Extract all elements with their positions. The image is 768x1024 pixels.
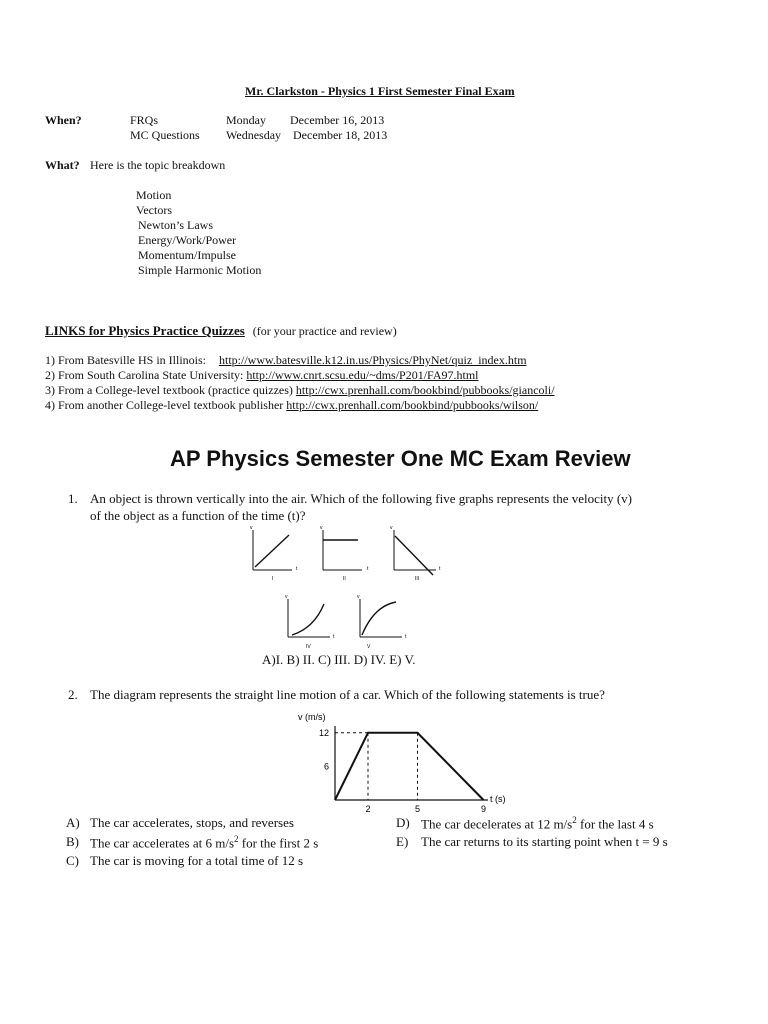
graph-iv-axis-v: v — [285, 594, 288, 600]
q2-xtick-label: 2 — [365, 804, 371, 814]
q2-number: 2. — [68, 687, 78, 702]
q2-option-d — [421, 815, 654, 832]
q2-option-c: The car is moving for a total time of 12 s — [90, 853, 304, 868]
link-prefix: 3) From a College-level textbook (practice quizzes) — [45, 383, 293, 397]
q2-xtick-label: 5 — [414, 804, 421, 814]
q2-velocity-line — [335, 733, 484, 800]
links-heading — [45, 322, 397, 340]
link-prefix: 4) From another College-level textbook publisher — [45, 398, 284, 412]
q2-option-c-letter: C) — [66, 853, 79, 868]
link-wilson[interactable]: http://cwx.prenhall.com/bookbind/pubbooks/wilson/ — [286, 398, 539, 412]
topic-motion: Motion — [136, 188, 172, 202]
review-title: AP Physics Semester One MC Exam Review — [170, 446, 631, 471]
when-type-2: MC Questions — [130, 128, 200, 142]
q2-ticks — [319, 728, 486, 814]
topic-momentum: Momentum/Impulse — [138, 248, 236, 262]
link-item-3 — [45, 383, 555, 398]
graph-iv-axis-t: t — [333, 634, 335, 640]
graph-i-label: I — [272, 576, 274, 582]
graph-ii — [320, 525, 369, 582]
q2-option-b-text: The car accelerates at 6 m/s — [90, 835, 234, 851]
link-prefix: 2) From South Carolina State University: — [45, 368, 244, 382]
graph-iv — [285, 594, 335, 650]
q2-option-a: The car accelerates, stops, and reverses — [90, 815, 294, 830]
link-giancoli[interactable]: http://cwx.prenhall.com/bookbind/pubbooks/giancoli/ — [295, 383, 555, 397]
q1-graphs — [240, 522, 460, 654]
q2-option-e: The car returns to its starting point when t = 9 s — [421, 834, 668, 849]
q2-ylabel: v (m/s) — [298, 712, 326, 722]
q2-chart — [290, 708, 530, 818]
graph-v-label: V — [367, 644, 371, 650]
graph-iv-label: IV — [306, 644, 311, 650]
q2-option-d-text: The car decelerates at 12 m/s — [421, 816, 573, 832]
q2-option-d-tail: for the last 4 s — [576, 816, 654, 832]
q2-ytick-label: 6 — [323, 761, 329, 772]
q2-option-b-tail: for the first 2 s — [238, 835, 319, 851]
when-day-2: Wednesday — [226, 128, 282, 142]
q2-option-a-letter: A) — [66, 815, 80, 830]
q2-guides — [335, 733, 418, 800]
graph-v — [357, 594, 407, 650]
graph-v-axis-t: t — [405, 634, 407, 640]
q2-option-e-letter: E) — [396, 834, 409, 849]
q2-axes — [335, 726, 488, 800]
what-label: What? — [45, 158, 80, 172]
when-day-1: Monday — [226, 113, 266, 127]
graph-iii-axis-t: t — [439, 566, 441, 572]
when-label: When? — [45, 113, 82, 127]
q2-option-b — [90, 834, 318, 851]
q2-option-b-sup: 2 — [234, 834, 239, 844]
q2-text: The diagram represents the straight line motion of a car. Which of the following statements is true? — [90, 687, 605, 702]
graph-i-axis-t: t — [296, 566, 298, 572]
links-subtitle: (for your practice and review) — [252, 324, 397, 338]
link-prefix: 1) From Batesville HS in Illinois: — [45, 353, 206, 367]
link-item-4 — [45, 398, 538, 413]
q1-answers: A)I. B) II. C) III. D) IV. E) V. — [262, 652, 416, 667]
when-type-1: FRQs — [130, 113, 159, 127]
q1-text-line2: of the object as a function of the time (t)? — [90, 508, 306, 523]
graph-ii-axis-t: t — [367, 566, 369, 572]
graph-iii-axis-v: v — [390, 525, 393, 531]
exam-title: Mr. Clarkston - Physics 1 First Semester Final Exam — [245, 84, 515, 98]
topic-newtons-laws: Newton’s Laws — [138, 218, 213, 232]
graph-i — [250, 525, 298, 582]
links-title: LINKS for Physics Practice Quizzes — [45, 323, 245, 338]
graph-i-axis-v: v — [250, 525, 253, 531]
q1-number: 1. — [68, 491, 78, 506]
topic-shm: Simple Harmonic Motion — [138, 263, 262, 277]
when-date-1: December 16, 2013 — [290, 113, 385, 127]
link-scsu[interactable]: http://www.cnrt.scsu.edu/~dms/P201/FA97.html — [246, 368, 479, 382]
graph-v-axis-v: v — [357, 594, 360, 600]
graph-ii-axis-v: v — [320, 525, 323, 531]
q1-text-line1: An object is thrown vertically into the air. Which of the following five graphs represents the velocity (v) — [90, 491, 633, 506]
q2-xlabel: t (s) — [490, 794, 506, 804]
what-intro: Here is the topic breakdown — [90, 158, 226, 172]
q2-option-b-letter: B) — [66, 834, 79, 849]
q2-xtick-label: 9 — [480, 804, 487, 814]
link-item-2 — [45, 368, 479, 383]
q2-option-d-sup: 2 — [572, 815, 577, 825]
graph-iii — [390, 525, 441, 582]
topic-vectors: Vectors — [136, 203, 172, 217]
graph-iii-label: III — [415, 576, 420, 582]
when-date-2: December 18, 2013 — [293, 128, 388, 142]
link-batesville[interactable]: http://www.batesville.k12.in.us/Physics/PhyNet/quiz_index.htm — [219, 353, 527, 367]
q2-option-d-letter: D) — [396, 815, 410, 830]
q2-ytick-label: 12 — [318, 727, 329, 738]
link-item-1 — [45, 353, 527, 368]
topic-energy: Energy/Work/Power — [138, 233, 237, 247]
graph-ii-label: II — [343, 576, 346, 582]
